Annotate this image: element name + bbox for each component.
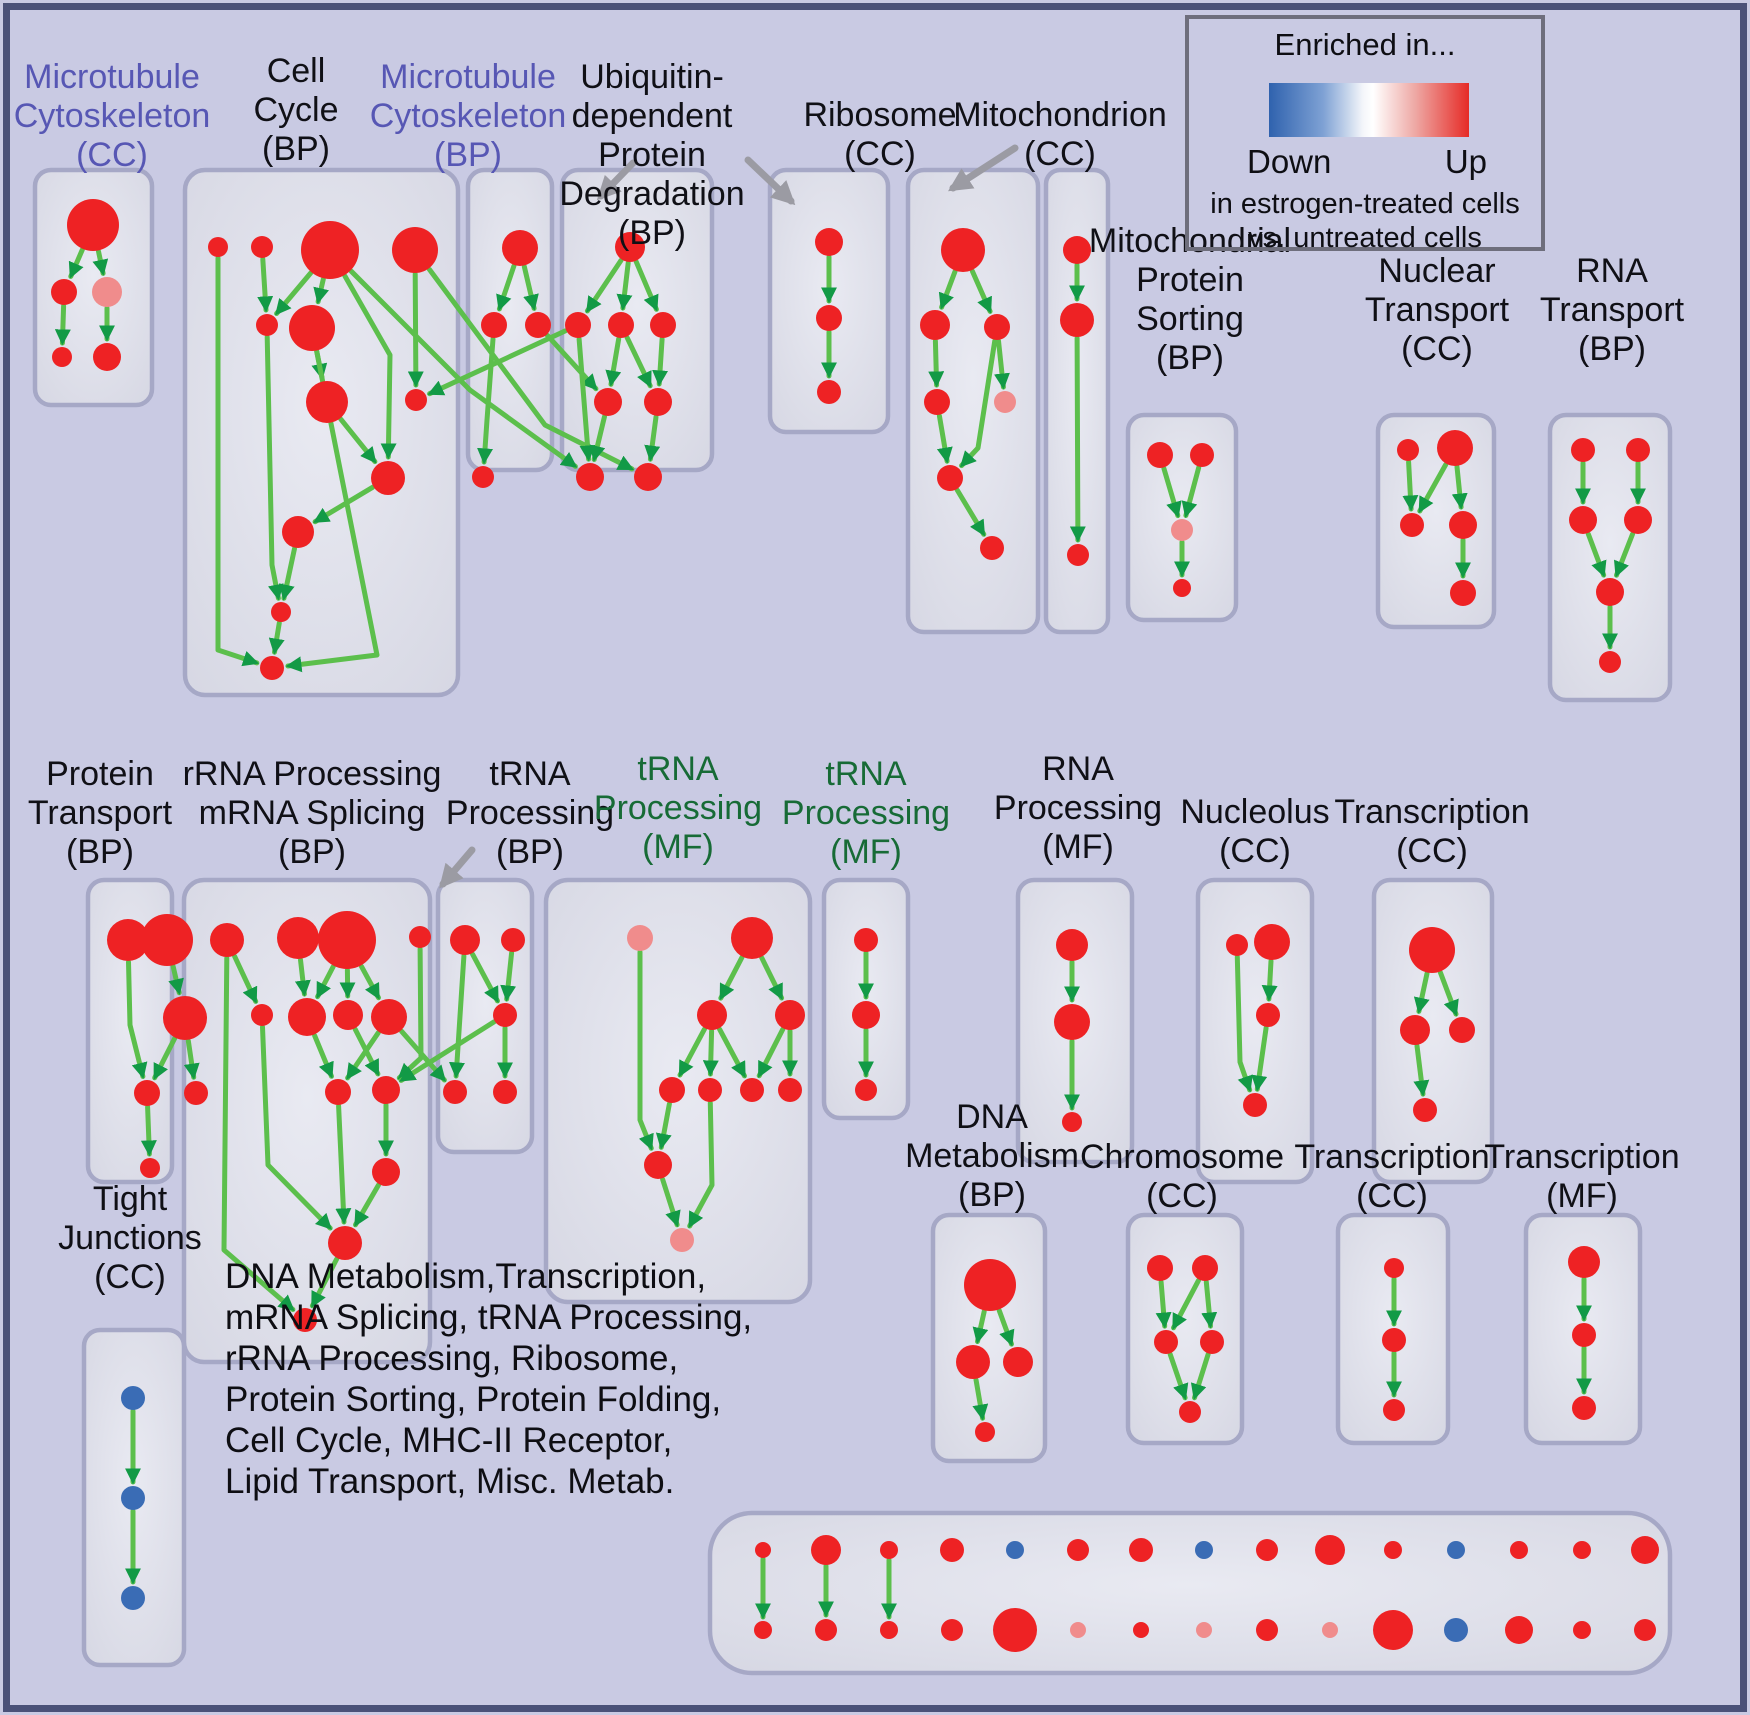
gene-node-da9t xyxy=(1256,1539,1278,1561)
label-tight-junctions-line-1: Tight xyxy=(92,1180,168,1218)
gene-node-p2 xyxy=(141,914,193,966)
gene-node-rt1 xyxy=(1571,438,1595,462)
label-rrna-mrna-line-2: mRNA Splicing xyxy=(198,794,426,832)
group-box-nuclear-transport xyxy=(1378,415,1494,627)
gene-node-tj1 xyxy=(121,1386,145,1410)
group-box-nucleolus xyxy=(1198,880,1312,1182)
edge-c4-to-c8 xyxy=(415,274,416,385)
gene-node-da2t xyxy=(811,1535,841,1565)
label-protein-transport-line-1: Protein xyxy=(46,755,154,793)
gene-node-da6b xyxy=(1070,1622,1086,1638)
gene-node-d3 xyxy=(1003,1347,1033,1377)
annotation-line-5: Cell Cycle, MHC-II Receptor, xyxy=(225,1421,673,1460)
gene-node-a2 xyxy=(51,279,77,305)
legend-context-line-1: in estrogen-treated cells xyxy=(1210,188,1520,220)
gene-node-j2 xyxy=(1054,1004,1090,1040)
gene-node-r3 xyxy=(984,314,1010,340)
label-mito-protein-sorting-line-3: Sorting xyxy=(1136,300,1244,338)
gene-node-c4 xyxy=(392,227,438,273)
gene-node-tb4 xyxy=(443,1080,467,1104)
edge-a2-to-a4 xyxy=(62,306,63,343)
gene-node-da13t xyxy=(1510,1541,1528,1559)
label-trna-processing-mf-1-line-1: tRNA xyxy=(637,750,719,788)
gene-node-c2 xyxy=(251,236,273,258)
gene-node-c8 xyxy=(405,389,427,411)
gene-node-r6 xyxy=(937,465,963,491)
gene-node-j3 xyxy=(1062,1112,1082,1132)
gene-node-q6 xyxy=(288,998,326,1036)
label-microtubule-cc-line-2: Cytoskeleton xyxy=(13,97,211,135)
label-cell-cycle-line-2: Cycle xyxy=(253,91,339,129)
group-box-misc-cluster xyxy=(710,1513,1670,1673)
gene-node-h2 xyxy=(852,1001,880,1029)
edge-p4-to-p6 xyxy=(148,1107,150,1154)
gene-node-d4 xyxy=(975,1422,995,1442)
legend-context xyxy=(1189,187,1541,255)
gene-node-m4 xyxy=(472,466,494,488)
label-trna-processing-mf-1-line-2: Processing xyxy=(593,789,763,827)
gene-node-g1 xyxy=(627,925,653,951)
label-ubiquitin-degradation-line-4: Degradation xyxy=(559,175,745,213)
label-tight-junctions-line-2: Junctions xyxy=(58,1219,202,1257)
label-transcription-cc-1-line-1: Transcription xyxy=(1334,793,1530,831)
gene-node-g9 xyxy=(644,1151,672,1179)
label-mito-protein-sorting-line-1: Mitochondrial xyxy=(1088,222,1292,260)
label-rna-transport-line-2: Transport xyxy=(1539,291,1685,329)
legend-down-label: Down xyxy=(1247,143,1332,180)
gene-node-c6 xyxy=(289,305,335,351)
gene-node-da8t xyxy=(1195,1541,1213,1559)
legend xyxy=(1185,15,1545,254)
label-trna-processing-bp-line-3: (BP) xyxy=(496,833,564,871)
gene-node-da12b xyxy=(1444,1618,1468,1642)
gene-node-s4 xyxy=(1173,579,1191,597)
gene-node-g8 xyxy=(778,1078,802,1102)
annotation-line-2: mRNA Splicing, tRNA Processing, xyxy=(225,1298,753,1337)
gene-node-ch5 xyxy=(1179,1401,1201,1423)
label-ubiquitin-degradation-line-5: (BP) xyxy=(618,214,686,252)
gene-node-v3 xyxy=(817,380,841,404)
gene-node-g2 xyxy=(731,917,773,959)
gene-node-h1 xyxy=(854,928,878,952)
gene-node-u1 xyxy=(615,232,645,262)
gene-node-m3 xyxy=(525,312,551,338)
gene-node-tj3 xyxy=(121,1586,145,1610)
annotation-line-4: Protein Sorting, Protein Folding, xyxy=(225,1380,722,1419)
label-nucleolus-line-1: Nucleolus xyxy=(1180,793,1330,831)
label-chromosome-line-1: Chromosome xyxy=(1079,1138,1285,1176)
gene-node-w3 xyxy=(1067,544,1089,566)
gene-node-u4 xyxy=(650,312,676,338)
gene-node-p6 xyxy=(140,1158,160,1178)
gene-node-da12t xyxy=(1447,1541,1465,1559)
gene-node-t3 xyxy=(1449,1017,1475,1043)
gene-node-q10 xyxy=(372,1076,400,1104)
gene-node-da5t xyxy=(1006,1541,1024,1559)
gene-node-k2 xyxy=(1254,924,1290,960)
label-rna-processing-mf-line-2: Processing xyxy=(993,789,1163,827)
gene-node-tc1 xyxy=(1384,1258,1404,1278)
label-mitochondrion-line-1: Mitochondrion xyxy=(953,96,1167,134)
gene-node-u6 xyxy=(644,388,672,416)
gene-node-da4t xyxy=(940,1538,964,1562)
label-nuclear-transport-line-2: Transport xyxy=(1364,291,1510,329)
gene-node-p3 xyxy=(163,996,207,1040)
gene-node-d1 xyxy=(964,1259,1016,1311)
gene-node-tb5 xyxy=(493,1080,517,1104)
gene-node-tb2 xyxy=(501,928,525,952)
gene-node-d2 xyxy=(956,1345,990,1379)
gene-node-k4 xyxy=(1243,1093,1267,1117)
edge-nt1-to-nt3 xyxy=(1409,462,1412,509)
gene-node-c7 xyxy=(306,381,348,423)
gene-node-da3t xyxy=(880,1541,898,1559)
gene-node-da8b xyxy=(1196,1622,1212,1638)
gene-node-q8 xyxy=(371,999,407,1035)
label-transcription-cc-1-line-2: (CC) xyxy=(1396,832,1468,870)
gene-node-g6 xyxy=(698,1078,722,1102)
gene-node-u2 xyxy=(565,312,591,338)
gene-node-u5 xyxy=(594,388,622,416)
edge-u4-to-u6 xyxy=(659,339,662,384)
label-rrna-mrna-line-1: rRNA Processing xyxy=(182,755,442,793)
gene-node-rt5 xyxy=(1596,578,1624,606)
gene-node-nt4 xyxy=(1449,511,1477,539)
gene-node-v1 xyxy=(815,228,843,256)
gene-node-c10 xyxy=(282,516,314,548)
edge-r2-to-r4 xyxy=(935,341,936,385)
gene-node-da5b xyxy=(993,1608,1037,1652)
misc-cluster-annotation xyxy=(225,1256,752,1502)
gene-node-h3 xyxy=(855,1079,877,1101)
gene-node-p5 xyxy=(184,1081,208,1105)
label-protein-transport-line-2: Transport xyxy=(27,794,173,832)
gene-node-u7 xyxy=(576,463,604,491)
gene-node-c5 xyxy=(256,314,278,336)
gene-node-v2 xyxy=(816,305,842,331)
label-protein-transport-line-3: (BP) xyxy=(66,833,134,871)
gene-node-da13b xyxy=(1505,1616,1533,1644)
gene-node-tm2 xyxy=(1572,1323,1596,1347)
gene-node-t1 xyxy=(1409,927,1455,973)
annotation-line-1: DNA Metabolism,Transcription, xyxy=(225,1257,707,1296)
gene-node-s1 xyxy=(1147,442,1173,468)
edge-c2-to-c5 xyxy=(263,259,266,310)
gene-node-da6t xyxy=(1067,1539,1089,1561)
gene-node-g7 xyxy=(740,1078,764,1102)
gene-node-t2 xyxy=(1400,1015,1430,1045)
label-trna-processing-mf-2-line-1: tRNA xyxy=(825,755,907,793)
gene-node-tc3 xyxy=(1383,1399,1405,1421)
gene-node-c3 xyxy=(301,221,359,279)
label-microtubule-bp-line-1: Microtubule xyxy=(380,58,556,96)
label-ubiquitin-degradation-line-1: Ubiquitin- xyxy=(580,58,724,96)
label-mitochondrion-line-2: (CC) xyxy=(1024,135,1096,173)
gene-node-nt3 xyxy=(1400,513,1424,537)
gene-node-ch3 xyxy=(1154,1330,1178,1354)
gene-node-da1b xyxy=(754,1621,772,1639)
gene-node-r1 xyxy=(941,228,985,272)
gene-node-q1 xyxy=(210,923,244,957)
gene-node-tb1 xyxy=(450,925,480,955)
label-transcription-cc-2-line-1: Transcription xyxy=(1294,1138,1490,1176)
label-rna-processing-mf-line-1: RNA xyxy=(1042,750,1114,788)
gene-node-da15b xyxy=(1634,1619,1656,1641)
annotation-line-3: rRNA Processing, Ribosome, xyxy=(225,1339,679,1378)
gene-node-nt5 xyxy=(1450,580,1476,606)
gene-node-ch2 xyxy=(1192,1255,1218,1281)
gene-node-c9 xyxy=(371,461,405,495)
label-mito-protein-sorting-line-4: (BP) xyxy=(1156,339,1224,377)
gene-node-q9 xyxy=(325,1079,351,1105)
gene-node-da10b xyxy=(1322,1622,1338,1638)
label-transcription-mf-line-2: (MF) xyxy=(1546,1177,1618,1215)
gene-node-q4 xyxy=(409,926,431,948)
gene-node-m1 xyxy=(502,230,538,266)
gene-node-nt2 xyxy=(1437,430,1473,466)
legend-title: Enriched in... xyxy=(1274,27,1456,62)
label-transcription-mf-line-1: Transcription xyxy=(1484,1138,1680,1176)
gene-node-q12 xyxy=(328,1226,362,1260)
gene-node-q11 xyxy=(372,1158,400,1186)
gene-node-w2 xyxy=(1060,303,1094,337)
gene-node-q7 xyxy=(333,1000,363,1030)
label-dna-metabolism-line-2: Metabolism xyxy=(905,1137,1079,1175)
gene-node-m2 xyxy=(481,312,507,338)
gene-node-k3 xyxy=(1256,1003,1280,1027)
gene-node-a4 xyxy=(52,347,72,367)
annotation-line-6: Lipid Transport, Misc. Metab. xyxy=(225,1462,675,1501)
label-transcription-cc-2-line-2: (CC) xyxy=(1356,1177,1428,1215)
label-nuclear-transport-line-1: Nuclear xyxy=(1378,252,1496,290)
label-cell-cycle-line-3: (BP) xyxy=(262,130,330,168)
gene-node-q5 xyxy=(251,1004,273,1026)
label-ubiquitin-degradation-line-3: Protein xyxy=(598,136,706,174)
gene-node-tb3 xyxy=(493,1003,517,1027)
gene-node-t4 xyxy=(1413,1098,1437,1122)
label-dna-metabolism-line-3: (BP) xyxy=(958,1176,1026,1214)
gene-node-tm3 xyxy=(1572,1396,1596,1420)
label-trna-processing-mf-2-line-3: (MF) xyxy=(830,833,902,871)
gene-node-da11t xyxy=(1384,1541,1402,1559)
gene-node-ch4 xyxy=(1200,1330,1224,1354)
label-cell-cycle-line-1: Cell xyxy=(266,52,326,90)
gene-node-j1 xyxy=(1056,929,1088,961)
gene-node-da14t xyxy=(1573,1541,1591,1559)
gene-node-rt6 xyxy=(1599,651,1621,673)
gene-node-da15t xyxy=(1631,1536,1659,1564)
gene-node-k1 xyxy=(1226,934,1248,956)
gene-node-da11b xyxy=(1373,1610,1413,1650)
label-mito-protein-sorting-line-2: Protein xyxy=(1136,261,1244,299)
gene-node-tm1 xyxy=(1568,1246,1600,1278)
gene-node-s3 xyxy=(1171,519,1193,541)
gene-node-tc2 xyxy=(1382,1328,1406,1352)
edge-k2-to-k3 xyxy=(1269,961,1271,999)
gene-node-g3 xyxy=(697,1000,727,1030)
gene-node-r2 xyxy=(920,310,950,340)
gene-node-a3 xyxy=(92,277,122,307)
legend-up-label: Up xyxy=(1444,143,1487,180)
gene-node-c11 xyxy=(271,602,291,622)
gene-node-s2 xyxy=(1190,443,1214,467)
gene-node-a1 xyxy=(67,199,119,251)
gene-node-rt4 xyxy=(1624,506,1652,534)
gene-node-da7t xyxy=(1129,1538,1153,1562)
legend-gradient-bar xyxy=(1269,83,1469,137)
label-trna-processing-mf-1-line-3: (MF) xyxy=(642,828,714,866)
label-microtubule-bp-line-2: Cytoskeleton xyxy=(369,97,567,135)
gene-node-da2b xyxy=(815,1619,837,1641)
label-trna-processing-bp-line-1: tRNA xyxy=(489,755,571,793)
gene-node-q2 xyxy=(277,917,319,959)
label-rna-processing-mf-line-3: (MF) xyxy=(1042,828,1114,866)
gene-node-da10t xyxy=(1315,1535,1345,1565)
gene-node-da7b xyxy=(1133,1622,1149,1638)
legend-axis-labels xyxy=(1247,143,1487,181)
label-dna-metabolism-line-1: DNA xyxy=(956,1098,1028,1136)
gene-node-p4 xyxy=(134,1080,160,1106)
gene-node-r4 xyxy=(924,389,950,415)
gene-node-w1 xyxy=(1063,236,1091,264)
gene-node-nt1 xyxy=(1397,439,1419,461)
label-rrna-mrna-line-3: (BP) xyxy=(278,833,346,871)
gene-node-da3b xyxy=(880,1621,898,1639)
edge-w2-to-w3 xyxy=(1077,338,1078,540)
legend-context-line-2: vs. untreated cells xyxy=(1248,222,1482,254)
gene-node-a5 xyxy=(93,343,121,371)
gene-node-g4 xyxy=(775,1000,805,1030)
gene-node-da14b xyxy=(1573,1621,1591,1639)
gene-node-rt2 xyxy=(1626,438,1650,462)
gene-node-g10 xyxy=(670,1228,694,1252)
gene-node-r5 xyxy=(994,391,1016,413)
group-box-trna-bp xyxy=(438,880,532,1152)
gene-node-u3 xyxy=(608,312,634,338)
label-nucleolus-line-2: (CC) xyxy=(1219,832,1291,870)
edge-g3-to-g6 xyxy=(710,1031,711,1074)
label-ubiquitin-degradation-line-2: dependent xyxy=(571,97,733,135)
label-ribosome-line-2: (CC) xyxy=(844,135,916,173)
label-trna-processing-mf-2-line-2: Processing xyxy=(781,794,951,832)
label-microtubule-bp-line-3: (BP) xyxy=(434,136,502,174)
label-nuclear-transport-line-3: (CC) xyxy=(1401,330,1473,368)
gene-node-c1 xyxy=(208,237,228,257)
label-rna-transport-line-3: (BP) xyxy=(1578,330,1646,368)
gene-node-c12 xyxy=(260,656,284,680)
gene-node-da9b xyxy=(1256,1619,1278,1641)
label-trna-processing-bp-line-2: Processing xyxy=(445,794,615,832)
label-ribosome-line-1: Ribosome xyxy=(803,96,957,134)
label-rna-transport-line-1: RNA xyxy=(1576,252,1648,290)
gene-node-r7 xyxy=(980,536,1004,560)
gene-node-tj2 xyxy=(121,1486,145,1510)
gene-node-ch1 xyxy=(1147,1255,1173,1281)
gene-node-g5 xyxy=(659,1077,685,1103)
gene-node-da4b xyxy=(941,1619,963,1641)
label-chromosome-line-2: (CC) xyxy=(1146,1177,1218,1215)
label-microtubule-cc-line-1: Microtubule xyxy=(24,58,200,96)
label-tight-junctions-line-3: (CC) xyxy=(94,1258,166,1296)
label-microtubule-cc-line-3: (CC) xyxy=(76,136,148,174)
gene-node-q3 xyxy=(318,911,376,969)
gene-node-da1t xyxy=(755,1542,771,1558)
gene-node-rt3 xyxy=(1569,506,1597,534)
gene-node-u8 xyxy=(634,463,662,491)
